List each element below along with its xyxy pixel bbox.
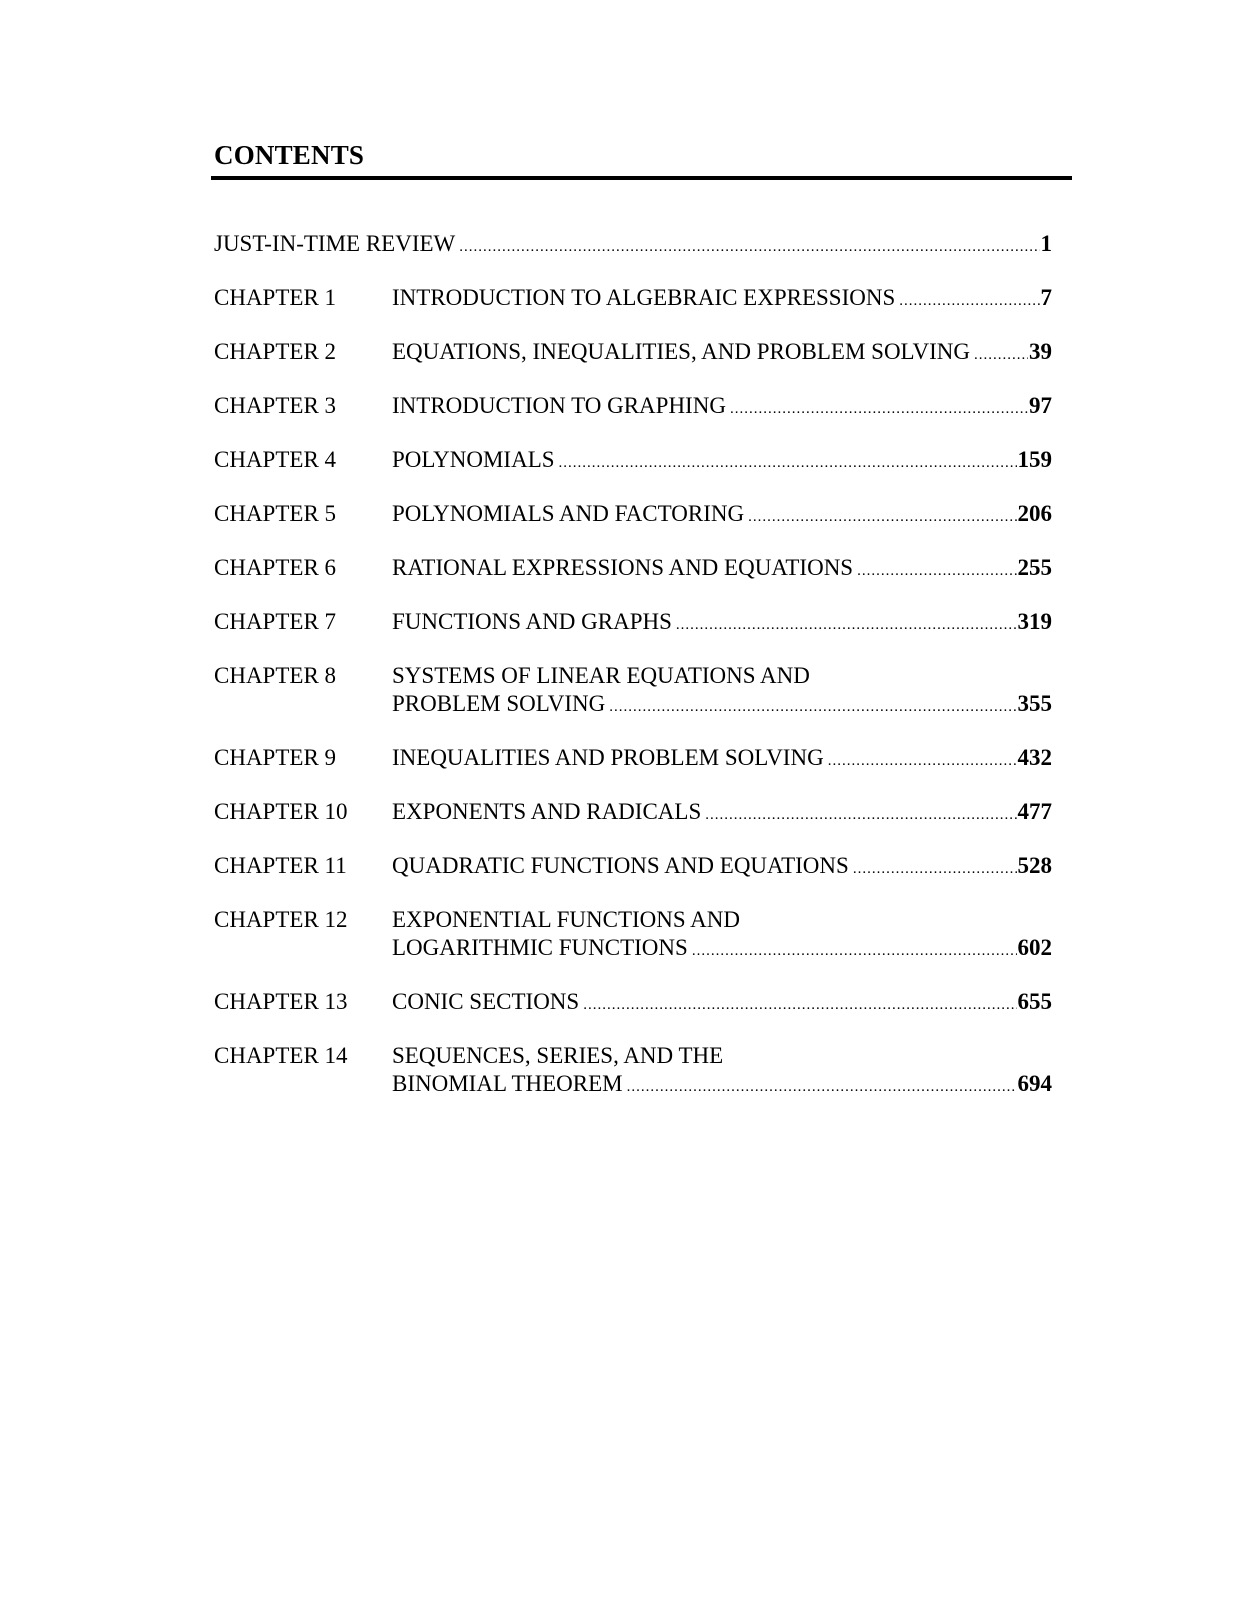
toc-entry-title-block	[392, 338, 1052, 369]
toc-leader-line	[392, 392, 1052, 423]
chapter-title-line-2: LOGARITHMIC FUNCTIONS	[392, 935, 688, 960]
toc-leader-line	[392, 338, 1052, 369]
toc-page-number: 655	[1017, 989, 1052, 1014]
toc-entry-chapter-10[interactable]	[214, 798, 1052, 829]
toc-leader-line	[392, 690, 1052, 721]
toc-leader-line	[392, 934, 1052, 965]
toc-page-number: 159	[1017, 447, 1052, 472]
dot-leader	[559, 449, 1017, 477]
toc-entry-chapter-5[interactable]	[214, 500, 1052, 531]
toc-entry-title-block	[392, 852, 1052, 883]
toc-entry-title-block	[392, 392, 1052, 423]
toc-entry-review[interactable]	[214, 230, 1052, 261]
toc-leader-line	[214, 230, 1052, 261]
chapter-label: CHAPTER 1	[214, 285, 337, 310]
dot-leader	[459, 233, 1039, 261]
toc-entry-title-block	[214, 230, 1052, 261]
dot-leader	[705, 801, 1016, 829]
toc-page-number: 477	[1017, 799, 1052, 824]
chapter-title-line-2: BINOMIAL THEOREM	[392, 1071, 623, 1096]
toc-page-number: 319	[1017, 609, 1052, 634]
chapter-title: INEQUALITIES AND PROBLEM SOLVING	[392, 745, 824, 770]
toc-entry-title-block	[392, 662, 1052, 721]
toc-entry-chapter-3[interactable]	[214, 392, 1052, 423]
chapter-label: CHAPTER 11	[214, 853, 347, 878]
toc-entry-chapter-4[interactable]	[214, 446, 1052, 477]
toc-leader-line	[392, 744, 1052, 775]
chapter-label: CHAPTER 8	[214, 663, 337, 688]
toc-entry-title-block	[392, 744, 1052, 775]
chapter-label: CHAPTER 9	[214, 745, 337, 770]
toc-leader-line	[392, 608, 1052, 639]
dot-leader	[609, 693, 1016, 721]
table-of-contents	[214, 230, 1052, 1124]
dot-leader	[974, 341, 1028, 369]
toc-leader-line	[392, 284, 1052, 315]
chapter-title: EQUATIONS, INEQUALITIES, AND PROBLEM SOLVING	[392, 339, 970, 364]
chapter-title-line-1: SEQUENCES, SERIES, AND THE	[392, 1043, 724, 1068]
toc-leader-line	[392, 1070, 1052, 1101]
chapter-title-line-1: SYSTEMS OF LINEAR EQUATIONS AND	[392, 663, 810, 688]
toc-entry-chapter-9[interactable]	[214, 744, 1052, 775]
chapter-title: RATIONAL EXPRESSIONS AND EQUATIONS	[392, 555, 854, 580]
toc-entry-chapter-11[interactable]	[214, 852, 1052, 883]
toc-page-number: 97	[1029, 393, 1052, 418]
toc-page-number: 694	[1017, 1071, 1052, 1096]
toc-entry-chapter-1[interactable]	[214, 284, 1052, 315]
dot-leader	[748, 503, 1016, 531]
toc-page-number: 355	[1017, 691, 1052, 716]
chapter-title: CONIC SECTIONS	[392, 989, 580, 1014]
toc-page-number: 39	[1029, 339, 1052, 364]
toc-leader-line	[392, 554, 1052, 585]
dot-leader	[730, 395, 1028, 423]
chapter-label: CHAPTER 13	[214, 989, 348, 1014]
dot-leader	[853, 855, 1017, 883]
toc-leader-line	[392, 798, 1052, 829]
toc-entry-title: JUST-IN-TIME REVIEW	[214, 231, 456, 256]
toc-entry-chapter-6[interactable]	[214, 554, 1052, 585]
toc-entry-title-block	[392, 906, 1052, 965]
toc-entry-title-block	[392, 1042, 1052, 1101]
dot-leader	[899, 287, 1039, 315]
chapter-title: INTRODUCTION TO GRAPHING	[392, 393, 726, 418]
toc-entry-title-block	[392, 554, 1052, 585]
chapter-label: CHAPTER 12	[214, 907, 348, 932]
toc-page-number: 206	[1017, 501, 1052, 526]
chapter-title: EXPONENTS AND RADICALS	[392, 799, 702, 824]
toc-entry-chapter-14[interactable]	[214, 1042, 1052, 1101]
toc-page-number: 255	[1017, 555, 1052, 580]
toc-entry-title-block	[392, 500, 1052, 531]
chapter-title-line-2: PROBLEM SOLVING	[392, 691, 606, 716]
chapter-label: CHAPTER 2	[214, 339, 337, 364]
dot-leader	[627, 1073, 1017, 1101]
toc-entry-title-block	[392, 608, 1052, 639]
chapter-title: POLYNOMIALS AND FACTORING	[392, 501, 745, 526]
toc-page-number: 7	[1040, 285, 1052, 310]
heading-rule	[211, 176, 1072, 180]
dot-leader	[828, 747, 1017, 775]
toc-leader-line	[392, 988, 1052, 1019]
toc-leader-line	[392, 852, 1052, 883]
toc-entry-chapter-13[interactable]	[214, 988, 1052, 1019]
toc-entry-chapter-8[interactable]	[214, 662, 1052, 721]
chapter-label: CHAPTER 6	[214, 555, 337, 580]
chapter-label: CHAPTER 5	[214, 501, 337, 526]
toc-page-number: 602	[1017, 935, 1052, 960]
chapter-title: POLYNOMIALS	[392, 447, 555, 472]
chapter-label: CHAPTER 10	[214, 799, 348, 824]
toc-page-number: 528	[1017, 853, 1052, 878]
toc-entry-title-block	[392, 798, 1052, 829]
page-title: CONTENTS	[214, 140, 365, 170]
toc-entry-title-block	[392, 446, 1052, 477]
toc-leader-line	[392, 500, 1052, 531]
toc-entry-chapter-12[interactable]	[214, 906, 1052, 965]
dot-leader	[692, 937, 1017, 965]
dot-leader	[857, 557, 1016, 585]
dot-leader	[676, 611, 1017, 639]
toc-entry-chapter-2[interactable]	[214, 338, 1052, 369]
chapter-label: CHAPTER 7	[214, 609, 337, 634]
chapter-label: CHAPTER 4	[214, 447, 337, 472]
toc-page-number: 1	[1040, 231, 1052, 256]
toc-page-number: 432	[1017, 745, 1052, 770]
toc-entry-title-block	[392, 284, 1052, 315]
chapter-label: CHAPTER 14	[214, 1043, 348, 1068]
toc-entry-chapter-7[interactable]	[214, 608, 1052, 639]
chapter-title: FUNCTIONS AND GRAPHS	[392, 609, 672, 634]
toc-entry-title-block	[392, 988, 1052, 1019]
chapter-title: QUADRATIC FUNCTIONS AND EQUATIONS	[392, 853, 849, 878]
chapter-title: INTRODUCTION TO ALGEBRAIC EXPRESSIONS	[392, 285, 896, 310]
chapter-label: CHAPTER 3	[214, 393, 337, 418]
chapter-title-line-1: EXPONENTIAL FUNCTIONS AND	[392, 907, 740, 932]
dot-leader	[583, 991, 1016, 1019]
toc-leader-line	[392, 446, 1052, 477]
